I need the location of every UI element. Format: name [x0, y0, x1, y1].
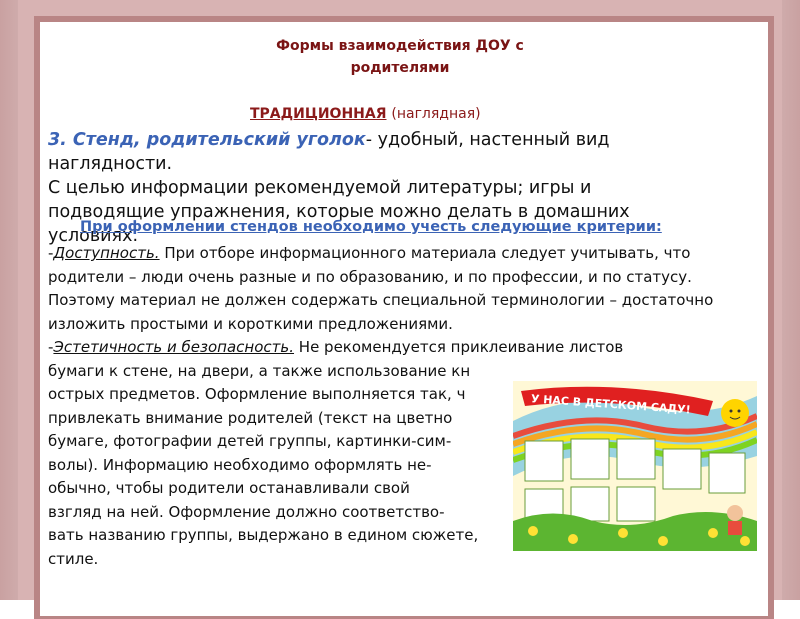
- line-e: бумаге, фотографии детей группы, картинки-сим-: [48, 432, 452, 450]
- criterion-aesthetics: -Эстетичность и безопасность. Не рекомендуется приклеивание листов бумаги к стене, на двери, а также использование кн острых предметов. Оформление выполняется так, ч привлекать внимание родителей (текст на цветно бумаге, фотографии детей группы, картинки-сим- волы). Информацию необходимо оформлять не- обычно, чтобы родители останавливали свой взгляд на ней. Оформление должно соответство- вать названию группы, выдержано в едином сюжете, стиле.: [48, 336, 748, 571]
- text-accessibility: При отборе информационного материала следует учитывать, что родители – люди очень разные и по образованию, и по профессии, и по статусу. Поэтому материал не должен содержать специальной терминологии – достаточно изложить простыми и короткими предложениями.: [48, 244, 714, 333]
- subtitle-bold: ТРАДИЦИОННАЯ: [250, 106, 387, 122]
- term-accessibility: Доступность.: [53, 244, 160, 262]
- kindergarten-board-image: [513, 381, 757, 551]
- subtitle: [250, 106, 570, 122]
- board-banner-text: У НАС В ДЕТСКОМ САДУ!: [530, 392, 692, 417]
- subtitle-normal: (наглядная): [391, 106, 481, 122]
- intro-lead: 3. Стенд, родительский уголок: [48, 130, 366, 150]
- title-line-1: Формы взаимодействия ДОУ с: [276, 38, 524, 54]
- line-b: бумаги к стене, на двери, а также использование кн: [48, 361, 471, 380]
- intro-line-2: С целью информации рекомендуемой литературы; игры и подводящие упражнения, которые можно делать в домашних условиях.: [48, 178, 630, 246]
- criteria-heading: При оформлении стендов необходимо учесть следующие критерии:: [80, 219, 662, 235]
- intro-rest: - удобный, настенный вид наглядности.: [48, 130, 610, 174]
- line-g: обычно, чтобы родители останавливали свой: [48, 479, 410, 497]
- title-line-2: родителями: [350, 60, 450, 76]
- line-f: волы). Информацию необходимо оформлять не-: [48, 455, 432, 474]
- line-a: Не рекомендуется приклеивание листов: [294, 338, 624, 356]
- line-j: стиле.: [48, 549, 99, 568]
- page-title: [200, 35, 600, 79]
- line-i: вать названию группы, выдержано в едином сюжете,: [48, 526, 479, 544]
- criterion-accessibility: -Доступность. При отборе информационного материала следует учитывать, что родители – люди очень разные и по образованию, и по профессии, и по статусу. Поэтому материал не должен содержать специальной терминологии – достаточно изложить простыми и короткими предложениями.: [48, 244, 714, 333]
- line-d: привлекать внимание родителей (текст на цветно: [48, 408, 453, 427]
- line-c: острых предметов. Оформление выполняется так, ч: [48, 385, 466, 403]
- line-h: взгляд на ней. Оформление должно соответство-: [48, 502, 445, 521]
- term-aesthetics: Эстетичность и безопасность.: [53, 338, 295, 356]
